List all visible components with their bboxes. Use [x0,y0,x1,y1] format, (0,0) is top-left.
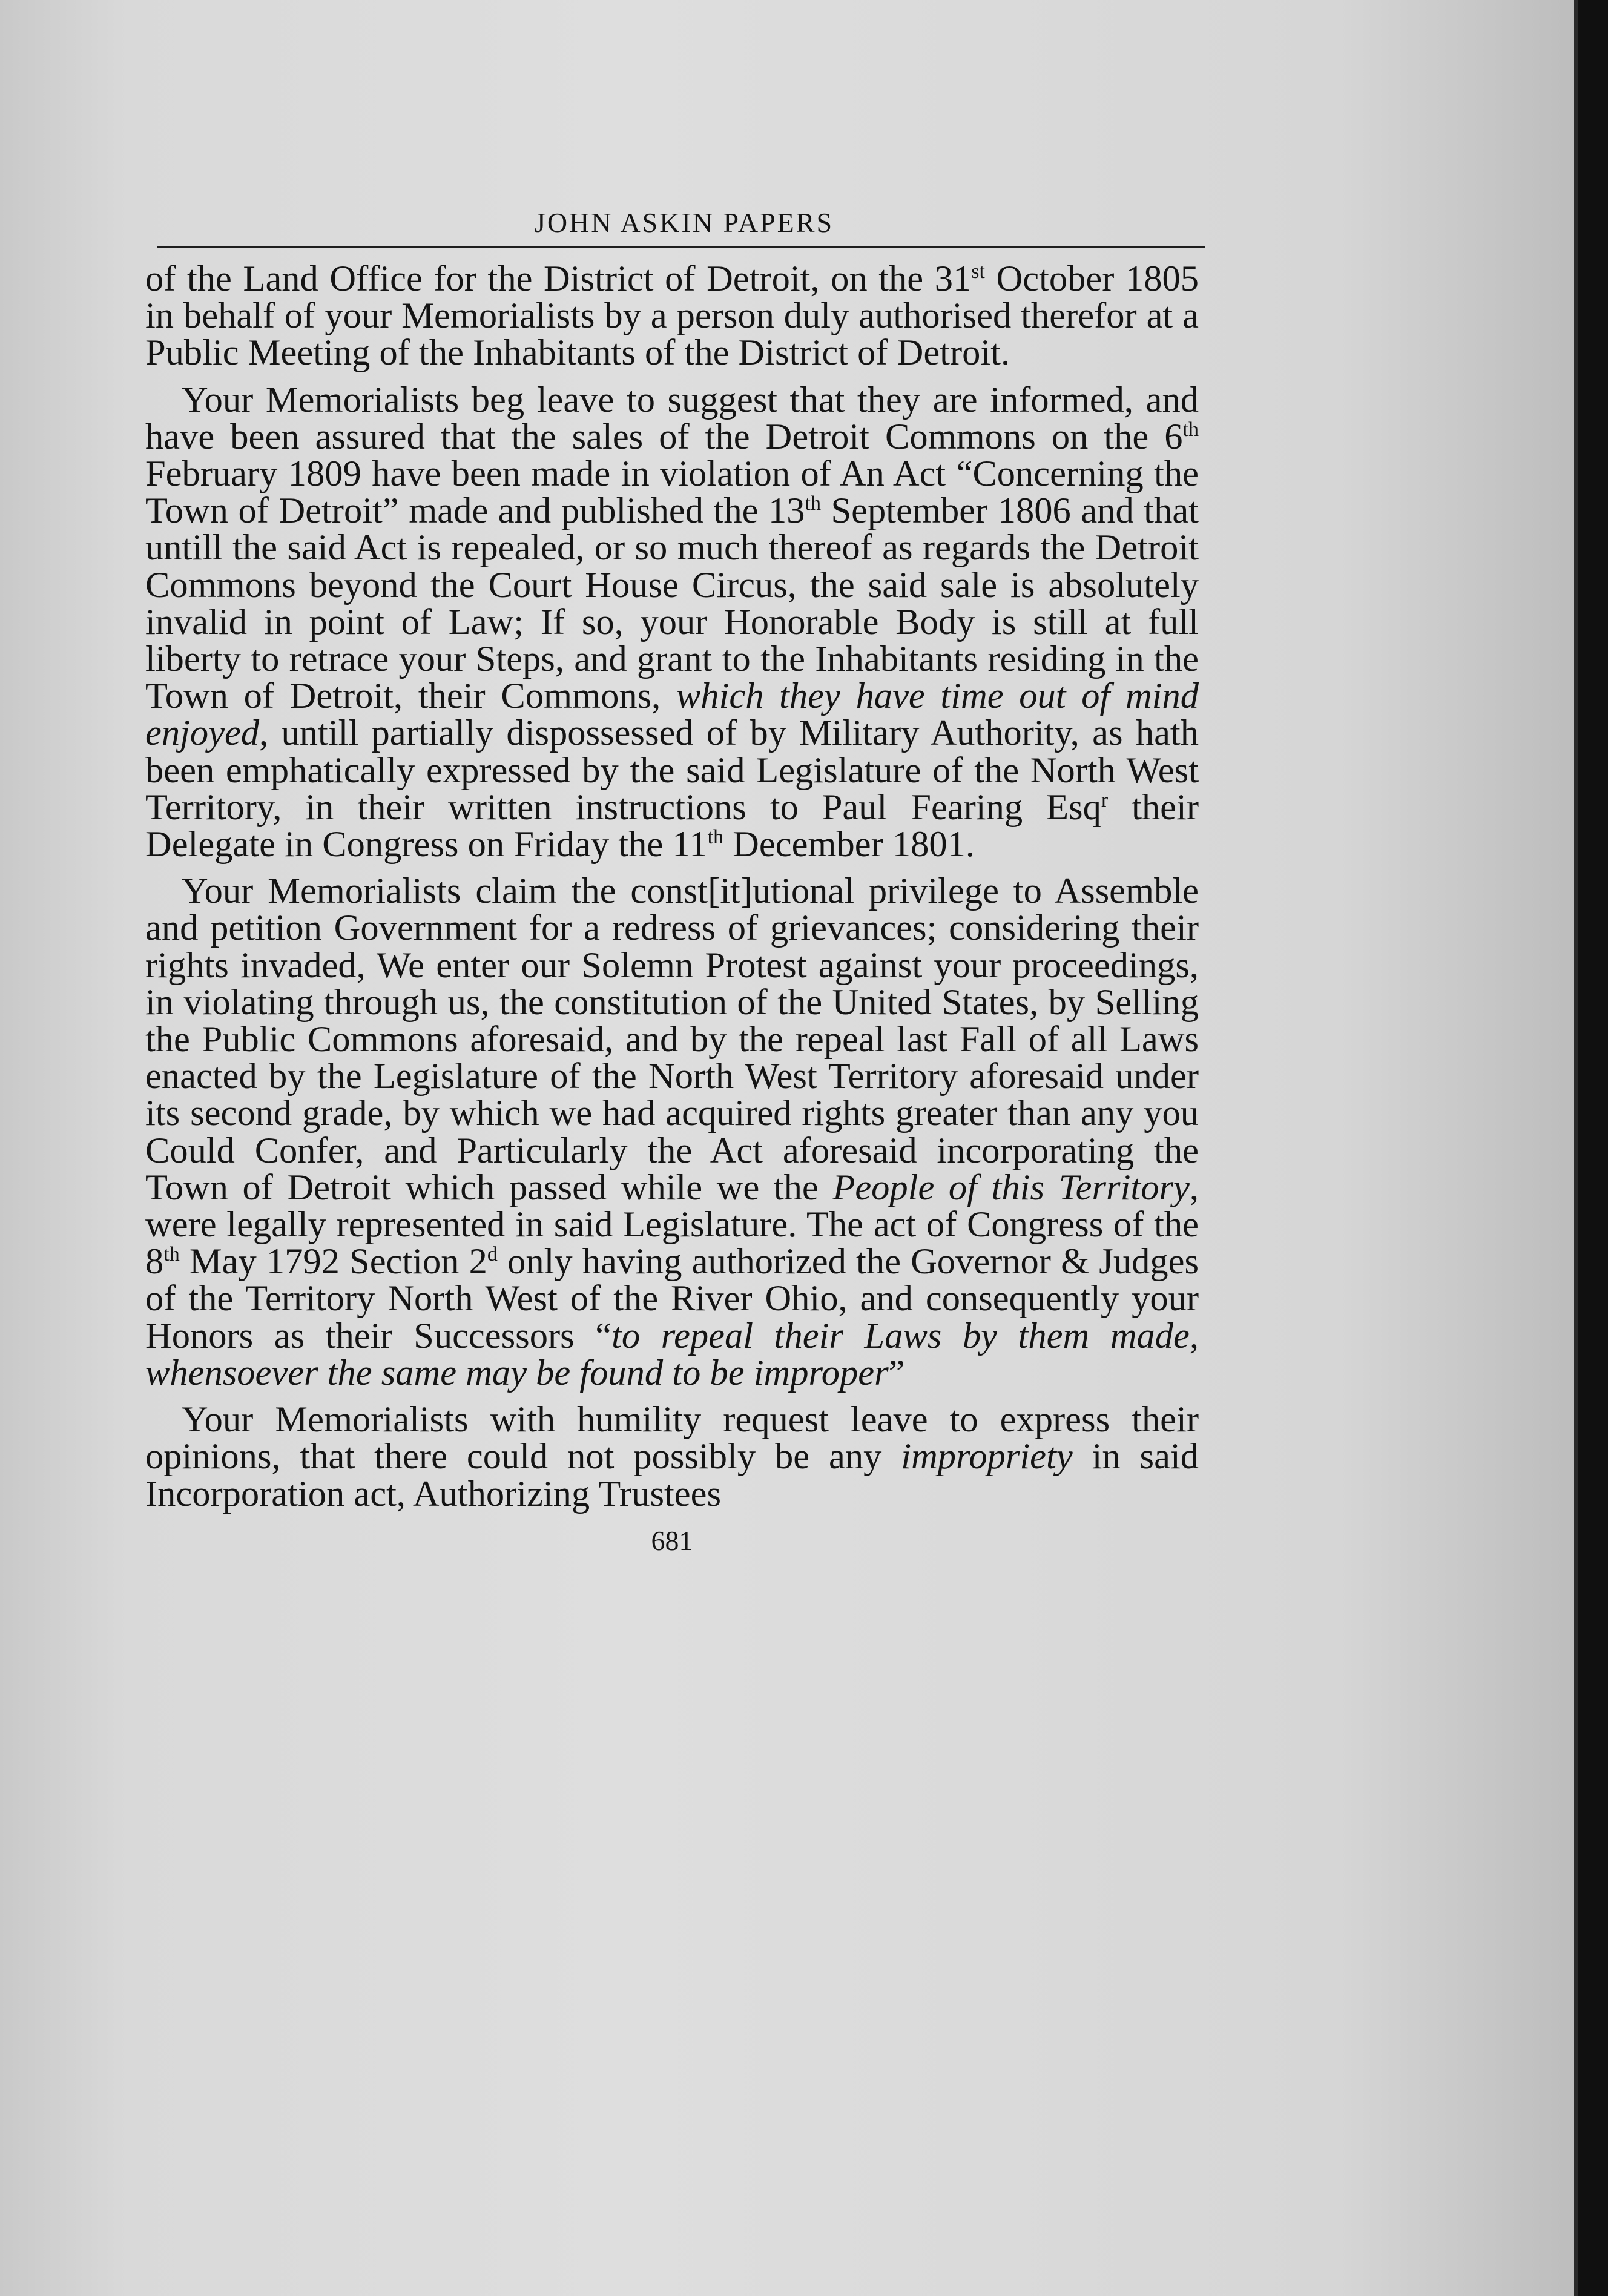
superscript: th [1182,418,1199,441]
text-run: Your Memorialists beg leave to suggest that they are informed, and have been assured that the sales of the Detroit Commons on the 6 [145,379,1199,457]
superscript: d [487,1243,498,1266]
text-run: October 1805 in behalf of your Memorialists by a person duly authorised therefor at a Public Meeting of the Inhabitants of the District of Detroit. [145,259,1199,374]
paragraph [145,260,1199,372]
text-run: September 1806 and that untill the said Act is repealed, or so much thereof as regards the Detroit Commons beyond the Court House Circus, the said sale is absolutely invalid in point of Law; If so, your Honorable Body is still at full liberty to retrace your Steps, and grant to the Inhabitants residing in the Town of Detroit, their Commons, [145,490,1199,717]
italic-text: impropriety [901,1436,1073,1477]
italic-text: to repeal their Laws by them made, whensoever the same may be found to be improper [145,1315,1199,1393]
text-run: Your Memorialists with humility request leave to express their opinions, that there could not possibly be any [145,1399,1199,1477]
text-run: February 1809 have been made in violation of An Act “Concerning the Town of Detroit” made and published the 13 [145,454,1199,532]
page-content [145,200,1199,1562]
body-text [145,260,1199,1513]
italic-text: People of this Territory [832,1167,1190,1208]
text-run: Your Memorialists claim the const[it]utional privilege to Assemble and petition Government for a redress of grievances; considering their rights invaded, We enter our Solemn Protest against your proceedings, in violating through us, the constitution of the United States, by Selling the Public Commons aforesaid, and by the repeal last Fall of all Laws enacted by the Legislature of the North West Territory aforesaid under its second grade, by which we had acquired rights greater than any you Could Confer, and Particularly the Act aforesaid incorporating the Town of Detroit which passed while we the [145,871,1199,1208]
superscript: th [707,825,724,848]
superscript: th [163,1243,180,1266]
italic-text: which they have time out of mind enjoyed [145,676,1199,754]
header-rule [157,246,1205,248]
paragraph [145,1401,1199,1513]
paragraph [145,381,1199,863]
page-number: 681 [651,1525,693,1556]
text-run: in said Incorporation act, Authorizing Trustees [145,1436,1199,1514]
superscript: st [971,260,985,283]
text-run: December 1801. [723,824,975,865]
text-run: , were legally represented in said Legislature. The act of Congress of the 8 [145,1167,1199,1282]
text-run: of the Land Office for the District of Detroit, on the 31 [145,259,972,299]
text-run: only having authorized the Governor & Judges of the Territory North West of the River Ohio, and consequently your Honors as their Successors “ [145,1241,1199,1356]
text-run: their Delegate in Congress on Friday the 11 [145,787,1199,865]
text-run: , untill partially dispossessed of by Military Authority, as hath been emphatically expressed by the said Legislature of the North West Territory, in their written instructions to Paul Fearing Esq [145,713,1199,828]
superscript: th [805,492,821,515]
superscript: r [1101,788,1109,811]
text-run: ” [888,1352,905,1393]
paragraph [145,873,1199,1391]
text-run: May 1792 Section 2 [179,1241,487,1282]
running-title: JOHN ASKIN PAPERS [534,207,834,238]
